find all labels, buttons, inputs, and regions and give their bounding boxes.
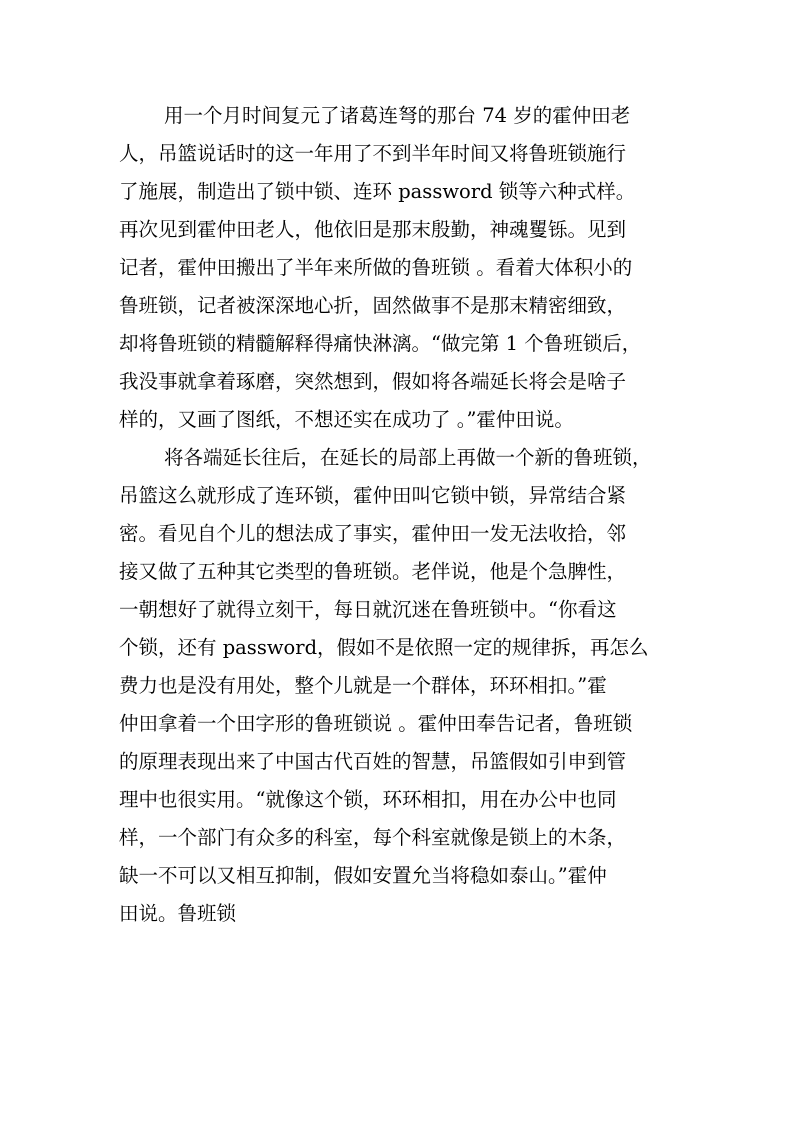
paragraph-1-line-2: 人，吊篮说话时的这一年用了不到半年时间又将鲁班锁施行 <box>119 142 627 165</box>
paragraph-2-line-11: 样，一个部门有众多的科室，每个科室就像是锁上的木条， <box>119 826 627 849</box>
paragraph-2-line-12: 缺一不可以又相互抑制，假如安置允当将稳如泰山。”霍仲 <box>119 864 607 887</box>
paragraph-2-line-13: 田说。鲁班锁 <box>119 902 237 925</box>
paragraph-1-line-6: 鲁班锁，记者被深深地心折，固然做事不是那末精密细致， <box>119 294 627 317</box>
paragraph-1-line-5: 记者，霍仲田搬出了半年来所做的鲁班锁 。看着大体积小的 <box>119 256 633 279</box>
paragraph-2-line-10: 理中也很实用。“就像这个锁，环环相扣，用在办公中也同 <box>119 788 617 811</box>
paragraph-1-line-3: 了施展，制造出了锁中锁、连环 password 锁等六种式样。 <box>119 180 636 203</box>
paragraph-1-line-7: 却将鲁班锁的精髓解释得痛快淋漓。“做完第 1 个鲁班锁后， <box>119 332 642 355</box>
paragraph-2-line-2: 吊篮这么就形成了连环锁，霍仲田叫它锁中锁，异常结合紧 <box>119 484 627 507</box>
paragraph-2-line-3: 密。看见自个儿的想法成了事实，霍仲田一发无法收拾，邻 <box>119 522 627 545</box>
paragraph-2-line-5: 一朝想好了就得立刻干，每日就沉迷在鲁班锁中。“你看这 <box>119 598 617 621</box>
paragraph-2-line-1: 将各端延长往后，在延长的局部上再做一个新的鲁班锁， <box>164 446 652 469</box>
paragraph-1-line-8: 我没事就拿着琢磨，突然想到，假如将各端延长将会是啥子 <box>119 370 627 393</box>
paragraph-2-line-4: 接又做了五种其它类型的鲁班锁。老伴说，他是个急脾性， <box>119 560 627 583</box>
paragraph-2-line-6: 个锁，还有 password，假如不是依照一定的规律拆，再怎么 <box>119 636 649 659</box>
paragraph-1-line-4: 再次见到霍仲田老人，他依旧是那末殷勤，神魂矍铄。见到 <box>119 218 627 241</box>
paragraph-1-line-9: 样的，又画了图纸，不想还实在成功了 。”霍仲田说。 <box>119 408 574 431</box>
paragraph-1-line-1: 用一个月时间复元了诸葛连弩的那台 74 岁的霍仲田老 <box>164 104 631 127</box>
paragraph-2-line-7: 费力也是没有用处，整个儿就是一个群体，环环相扣。”霍 <box>119 674 607 697</box>
paragraph-2-line-9: 的原理表现出来了中国古代百姓的智慧，吊篮假如引申到管 <box>119 750 627 773</box>
paragraph-2-line-8: 仲田拿着一个田字形的鲁班锁说 。霍仲田奉告记者，鲁班锁 <box>119 712 633 735</box>
